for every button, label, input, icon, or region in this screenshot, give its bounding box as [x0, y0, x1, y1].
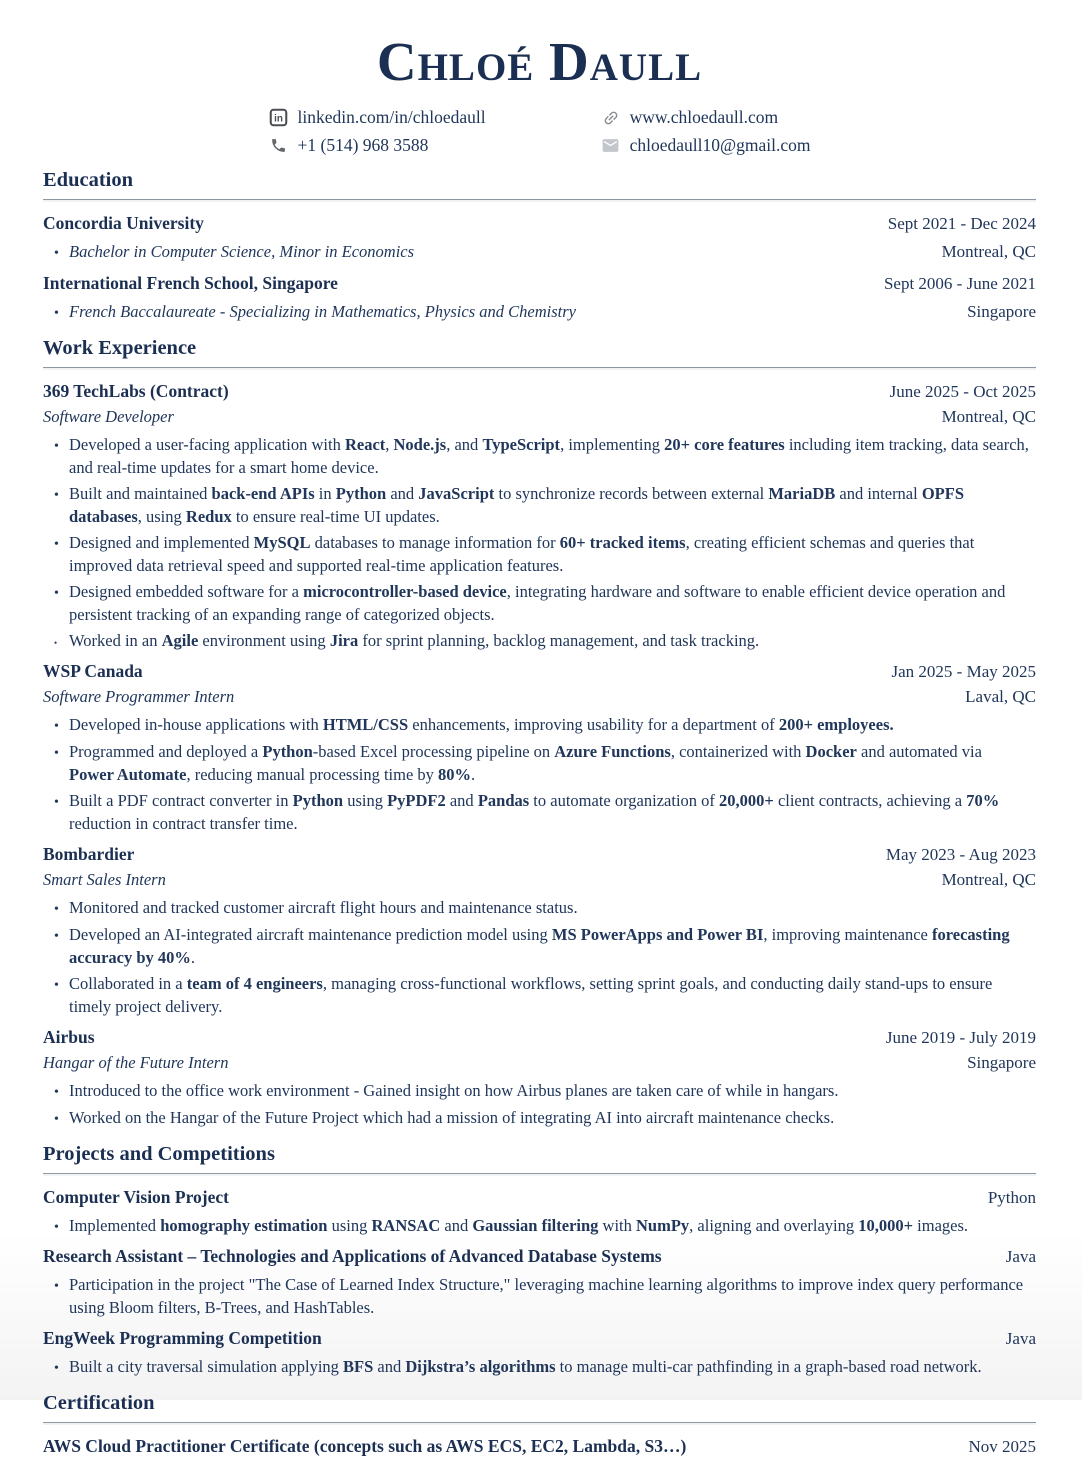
bullet-text: Participation in the project "The Case of Learned Index Structure," leveraging machine learning algorithms to improve index query performance using Bloom filters, B-Trees, and HashTables. [69, 1275, 1024, 1318]
bullet-text: Developed a user-facing application with React, Node.js, and TypeScript, implementing 20+ core features including item tracking, data search, and real-time updates for a smart home device. [69, 434, 1029, 477]
bullet-marker: • [54, 929, 59, 944]
contact-info [43, 107, 1036, 156]
entry-subtitle-row [43, 1053, 1036, 1073]
contact-phone-text: +1 (514) 968 3588 [297, 135, 429, 155]
entry [43, 213, 1036, 264]
entry [43, 1328, 1036, 1379]
bullet-marker: • [54, 795, 59, 811]
entry-header-row [43, 1436, 1036, 1457]
bullet-text: Implemented homography estimation using RANSAC and Gaussian filtering with NumPy, aligning and overlaying 10,000+ images. [69, 1215, 969, 1235]
bullet-item [43, 1214, 1036, 1238]
bullet-right: Montreal, QC [941, 242, 1036, 261]
bullet-text: Monitored and tracked customer aircraft flight hours and maintenance status. [69, 898, 578, 918]
bullet-item [43, 531, 1036, 577]
bullet-marker: • [54, 978, 59, 994]
entry-header-row [43, 1027, 1036, 1048]
bullet-list [43, 713, 1036, 835]
person-name: Chloé Daull [376, 31, 703, 92]
contact-website[interactable] [601, 107, 811, 128]
bullet-item [43, 482, 1036, 528]
entry-subtitle: Software Programmer Intern [43, 687, 235, 707]
bullet-item [43, 1355, 1036, 1379]
entry-header-row [43, 1246, 1036, 1267]
entry [43, 381, 1036, 653]
section-education [43, 169, 1036, 324]
entry-right: Sept 2006 - June 2021 [883, 273, 1036, 293]
bullet-marker: • [54, 746, 59, 762]
entry-subtitle-right: Montreal, QC [941, 406, 1036, 426]
bullet-text: Built a city traversal simulation applying BFS and Dijkstra’s algorithms to manage multi-car pathfinding in a graph-based road network. [69, 1357, 982, 1377]
bullet-text: Bachelor in Computer Science, Minor in Economics [69, 242, 415, 261]
entry-title: EngWeek Programming Competition [43, 1328, 322, 1349]
entry-title: Bombardier [43, 844, 135, 865]
bullet-marker: • [54, 487, 59, 503]
bullet-text: Developed in-house applications with HTML/CSS enhancements, improving usability for a department of 200+ employees. [69, 715, 894, 735]
entry-header-row [43, 381, 1036, 402]
entry-title: Computer Vision Project [43, 1186, 229, 1207]
entry-subtitle-right: Singapore [967, 1053, 1036, 1073]
bullet-marker: • [54, 902, 59, 918]
bullet-item [43, 433, 1036, 479]
contact-email-text: chloedaull10@gmail.com [629, 135, 811, 155]
entry-subtitle: Software Developer [43, 406, 174, 426]
section-heading: Education [43, 169, 133, 191]
bullet-list [43, 240, 1036, 264]
bullet-text: Built and maintained back-end APIs in Python and JavaScript to synchronize records between external MariaDB and internal OPFS databases, using Redux to ensure real-time UI updates. [69, 483, 965, 526]
bullet-item [43, 629, 1036, 652]
entry-title: AWS Cloud Practitioner Certificate (concepts such as AWS ECS, EC2, Lambda, S3…) [43, 1435, 687, 1456]
bullet-marker: • [54, 536, 59, 552]
entry-title: Concordia University [43, 213, 204, 233]
bullet-item [43, 1106, 1036, 1130]
bullet-text: Worked on the Hangar of the Future Project which had a mission of integrating AI into aircraft maintenance checks. [69, 1107, 835, 1127]
entry [43, 661, 1036, 835]
bullet-item [43, 740, 1036, 786]
entry-right: Nov 2025 [968, 1436, 1036, 1456]
bullet-item [43, 580, 1036, 626]
entry-subtitle-right: Laval, QC [965, 687, 1036, 707]
bullet-list [43, 433, 1036, 653]
bullet-marker: • [54, 1361, 59, 1377]
bullet-item [43, 300, 1036, 324]
bullet-list [43, 896, 1036, 1018]
section-rule [43, 1173, 1036, 1174]
entry [43, 1027, 1036, 1129]
entry-subtitle-row [43, 687, 1036, 707]
entry-header-row [43, 273, 1036, 294]
entry-subtitle-right: Montreal, QC [941, 870, 1036, 890]
entry-right: Sept 2021 - Dec 2024 [887, 214, 1036, 233]
entry-subtitle: Smart Sales Intern [43, 870, 166, 890]
section-work-experience [43, 337, 1036, 1130]
entry-title: Research Assistant – Technologies and Applications of Advanced Database Systems [43, 1246, 662, 1267]
section-rule [43, 199, 1036, 200]
entry [43, 1187, 1036, 1238]
bullet-text: Programmed and deployed a Python-based Excel processing pipeline on Azure Functions, containerized with Docker and automated via Power Automate, reducing manual processing time by 80%. [69, 742, 982, 785]
bullet-text: Worked in an Agile environment using Jira for sprint planning, backlog management, and task tracking. [69, 631, 760, 651]
entry-header-row [43, 1187, 1036, 1208]
entry-title: WSP Canada [43, 661, 143, 682]
bullet-item [43, 789, 1036, 835]
bullet-item [43, 923, 1036, 969]
entry-subtitle: Hangar of the Future Intern [43, 1053, 229, 1073]
bullet-text: Developed an AI-integrated aircraft maintenance prediction model using MS PowerApps and Power BI, improving maintenance forecasting accuracy by 40%. [69, 925, 1010, 968]
bullet-item [43, 713, 1036, 737]
bullet-text: Designed embedded software for a microcontroller-based device, integrating hardware and software to enable efficient device operation and persistent tracking of an expanding range of categorized objects. [69, 582, 1006, 625]
bullet-list [43, 300, 1036, 324]
bullet-marker: • [54, 638, 58, 649]
contact-linkedin-text: linkedin.com/in/chloedaull [297, 107, 486, 127]
bullet-text: Collaborated in a team of 4 engineers, managing cross-functional workflows, setting sprint goals, and conducting daily stand-ups to ensure timely project delivery. [69, 974, 993, 1017]
entry-title: Airbus [43, 1027, 95, 1048]
section-projects-and-competitions [43, 1143, 1036, 1379]
phone-icon [269, 137, 289, 154]
bullet-item [43, 1273, 1036, 1319]
section-heading: Projects and Competitions [43, 1142, 275, 1165]
bullet-marker: • [54, 246, 59, 261]
section-rule [43, 367, 1036, 368]
entry-subtitle-row [43, 870, 1036, 890]
sections [43, 169, 1036, 1457]
entry-header-row [43, 1328, 1036, 1349]
contact-linkedin[interactable] [269, 107, 486, 128]
bullet-item [43, 240, 1036, 264]
svg-text:in: in [274, 113, 283, 125]
entry-right: Java [1005, 1247, 1036, 1267]
bullet-marker: • [54, 438, 59, 454]
entry-header-row [43, 661, 1036, 682]
contact-phone[interactable] [269, 135, 486, 156]
entry-right: June 2025 - Oct 2025 [889, 381, 1036, 401]
bullet-list [43, 1079, 1036, 1129]
entry-title: International French School, Singapore [43, 272, 338, 293]
contact-email[interactable] [601, 135, 811, 156]
section-rule [43, 1422, 1036, 1423]
contact-website-text: www.chloedaull.com [629, 107, 779, 127]
entry-right: Java [1005, 1329, 1036, 1349]
bullet-text: French Baccalaureate - Specializing in Mathematics, Physics and Chemistry [69, 301, 576, 321]
bullet-list [43, 1355, 1036, 1379]
entry-header-row [43, 213, 1036, 234]
bullet-item [43, 1079, 1036, 1103]
entry-title: 369 TechLabs (Contract) [43, 380, 229, 401]
bullet-text: Built a PDF contract converter in Python using PyPDF2 and Pandas to automate organization of 20,000+ client contracts, achieving a 70% reduction in contract transfer time. [69, 791, 1000, 834]
mail-icon [601, 136, 621, 155]
bullet-marker: • [54, 719, 59, 735]
entry-header-row [43, 844, 1036, 865]
bullet-text: Designed and implemented MySQL databases to manage information for 60+ tracked items, creating efficient schemas and queries that improved data retrieval speed and supported real-time application features. [69, 532, 975, 576]
bullet-marker: • [54, 586, 59, 602]
bullet-marker: • [54, 305, 59, 321]
linkedin-icon [269, 108, 289, 127]
bullet-right: Singapore [967, 301, 1036, 321]
bullet-list [43, 1214, 1036, 1238]
entry [43, 273, 1036, 324]
bullet-marker: • [54, 1219, 59, 1235]
bullet-text: Introduced to the office work environment - Gained insight on how Airbus planes are taken care of while in hangars. [69, 1081, 839, 1101]
entry-subtitle-row [43, 407, 1036, 427]
bullet-marker: • [54, 1279, 59, 1295]
link-icon [601, 109, 621, 127]
entry-right: June 2019 - July 2019 [885, 1028, 1036, 1048]
entry-right: May 2023 - Aug 2023 [885, 845, 1036, 865]
entry-right: Jan 2025 - May 2025 [891, 662, 1036, 682]
section-heading: Work Experience [43, 336, 197, 359]
entry [43, 1246, 1036, 1319]
bullet-item [43, 896, 1036, 920]
entry [43, 844, 1036, 1018]
section-heading: Certification [43, 1391, 155, 1414]
bullet-marker: • [54, 1111, 59, 1127]
entry-right: Python [987, 1187, 1036, 1207]
entry [43, 1436, 1036, 1457]
bullet-marker: • [54, 1085, 59, 1101]
bullet-item [43, 972, 1036, 1018]
section-certification [43, 1392, 1036, 1457]
bullet-list [43, 1273, 1036, 1319]
